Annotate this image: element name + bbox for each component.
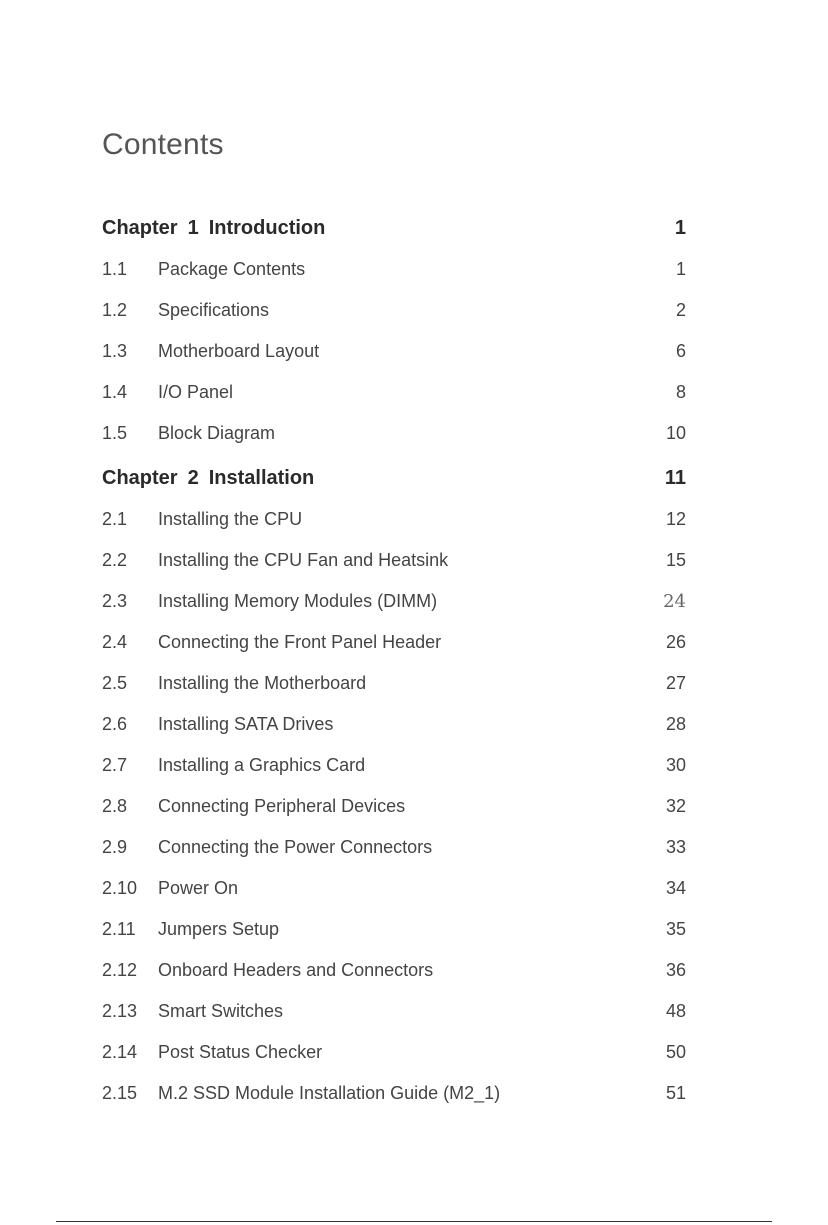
section-title: Specifications xyxy=(158,300,270,320)
section-title: Connecting the Front Panel Header xyxy=(158,632,442,652)
section-page-number: 36 xyxy=(665,960,686,980)
section-number: 1.5 xyxy=(102,423,128,443)
section-title: Block Diagram xyxy=(158,423,276,443)
section-title: Installing the Motherboard xyxy=(158,673,367,693)
section-number: 2.11 xyxy=(102,919,136,939)
section-number: 2.12 xyxy=(102,960,138,980)
toc-entry-2-5[interactable] xyxy=(102,663,686,704)
toc-entry-2-13[interactable] xyxy=(102,991,686,1032)
chapter-number: 2 xyxy=(187,467,199,489)
section-number: 2.1 xyxy=(102,509,128,529)
section-title: Jumpers Setup xyxy=(158,919,280,939)
section-page-number: 2 xyxy=(675,300,686,320)
section-title: Installing the CPU Fan and Heatsink xyxy=(158,550,449,570)
chapter-1-heading[interactable] xyxy=(102,208,686,249)
toc-entry-2-10[interactable] xyxy=(102,868,686,909)
toc-entry-2-9[interactable] xyxy=(102,827,686,868)
section-page-number: 30 xyxy=(665,755,686,775)
chapter-1-label xyxy=(102,217,335,240)
section-page-number: 32 xyxy=(665,796,686,816)
section-page-number: 51 xyxy=(665,1083,686,1103)
section-number: 1.2 xyxy=(102,300,128,320)
toc-entry-2-8[interactable] xyxy=(102,786,686,827)
section-title: Installing Memory Modules (DIMM) xyxy=(158,591,438,611)
section-title: Installing SATA Drives xyxy=(158,714,334,734)
chapter-2-label xyxy=(102,467,324,490)
toc-entry-2-12[interactable] xyxy=(102,950,686,991)
footer-divider xyxy=(56,1221,772,1222)
section-page-number: 28 xyxy=(665,714,686,734)
toc-entry-1-2[interactable] xyxy=(102,290,686,331)
section-title: I/O Panel xyxy=(158,382,234,402)
section-page-number: 24 xyxy=(663,591,686,612)
section-number: 2.14 xyxy=(102,1042,138,1062)
section-number: 2.8 xyxy=(102,796,128,816)
chapter-page-number: 1 xyxy=(674,217,686,239)
toc-entry-2-6[interactable] xyxy=(102,704,686,745)
chapter-page-number: 11 xyxy=(664,467,686,489)
section-number: 1.1 xyxy=(102,259,128,279)
section-page-number: 50 xyxy=(665,1042,686,1062)
section-number: 2.13 xyxy=(102,1001,138,1021)
toc-entry-2-7[interactable] xyxy=(102,745,686,786)
section-number: 2.6 xyxy=(102,714,128,734)
section-page-number: 34 xyxy=(665,878,686,898)
section-number: 2.5 xyxy=(102,673,128,693)
chapter-title: Introduction xyxy=(208,217,326,239)
toc-entry-2-1[interactable] xyxy=(102,499,686,540)
section-title: Connecting Peripheral Devices xyxy=(158,796,406,816)
section-title: Motherboard Layout xyxy=(158,341,320,361)
section-number: 2.7 xyxy=(102,755,128,775)
section-number: 2.4 xyxy=(102,632,128,652)
section-title: Power On xyxy=(158,878,239,898)
section-title: Package Contents xyxy=(158,259,306,279)
section-number: 1.3 xyxy=(102,341,128,361)
section-number: 2.2 xyxy=(102,550,128,570)
toc-entry-2-3[interactable] xyxy=(102,581,686,622)
section-title: Connecting the Power Connectors xyxy=(158,837,433,857)
section-page-number: 48 xyxy=(665,1001,686,1021)
section-number: 2.3 xyxy=(102,591,128,611)
toc-entry-1-5[interactable] xyxy=(102,413,686,454)
section-title: Installing the CPU xyxy=(158,509,303,529)
section-title: Onboard Headers and Connectors xyxy=(158,960,434,980)
chapter-number: 1 xyxy=(187,217,199,239)
chapter-2-heading[interactable] xyxy=(102,458,686,499)
section-number: 1.4 xyxy=(102,382,128,402)
section-title: M.2 SSD Module Installation Guide (M2_1) xyxy=(158,1083,501,1103)
section-page-number: 26 xyxy=(665,632,686,652)
toc-entry-2-11[interactable] xyxy=(102,909,686,950)
page-title: Contents xyxy=(102,128,224,161)
section-number: 2.10 xyxy=(102,878,138,898)
toc-entry-1-1[interactable] xyxy=(102,249,686,290)
toc-entry-1-3[interactable] xyxy=(102,331,686,372)
chapter-word: Chapter xyxy=(102,467,178,489)
toc-entry-2-2[interactable] xyxy=(102,540,686,581)
section-page-number: 35 xyxy=(665,919,686,939)
toc-entry-2-14[interactable] xyxy=(102,1032,686,1073)
section-page-number: 27 xyxy=(665,673,686,693)
section-title: Smart Switches xyxy=(158,1001,284,1021)
toc-entry-2-15[interactable] xyxy=(102,1073,686,1114)
section-number: 2.9 xyxy=(102,837,128,857)
section-page-number: 1 xyxy=(675,259,686,279)
section-page-number: 33 xyxy=(665,837,686,857)
section-page-number: 6 xyxy=(675,341,686,361)
chapter-title: Installation xyxy=(208,467,315,489)
section-page-number: 15 xyxy=(665,550,686,570)
table-of-contents xyxy=(102,208,686,1114)
chapter-word: Chapter xyxy=(102,217,178,239)
section-title: Installing a Graphics Card xyxy=(158,755,366,775)
section-page-number: 10 xyxy=(665,423,686,443)
toc-entry-2-4[interactable] xyxy=(102,622,686,663)
section-number: 2.15 xyxy=(102,1083,138,1103)
section-title: Post Status Checker xyxy=(158,1042,323,1062)
section-page-number: 8 xyxy=(675,382,686,402)
toc-entry-1-4[interactable] xyxy=(102,372,686,413)
section-page-number: 12 xyxy=(665,509,686,529)
